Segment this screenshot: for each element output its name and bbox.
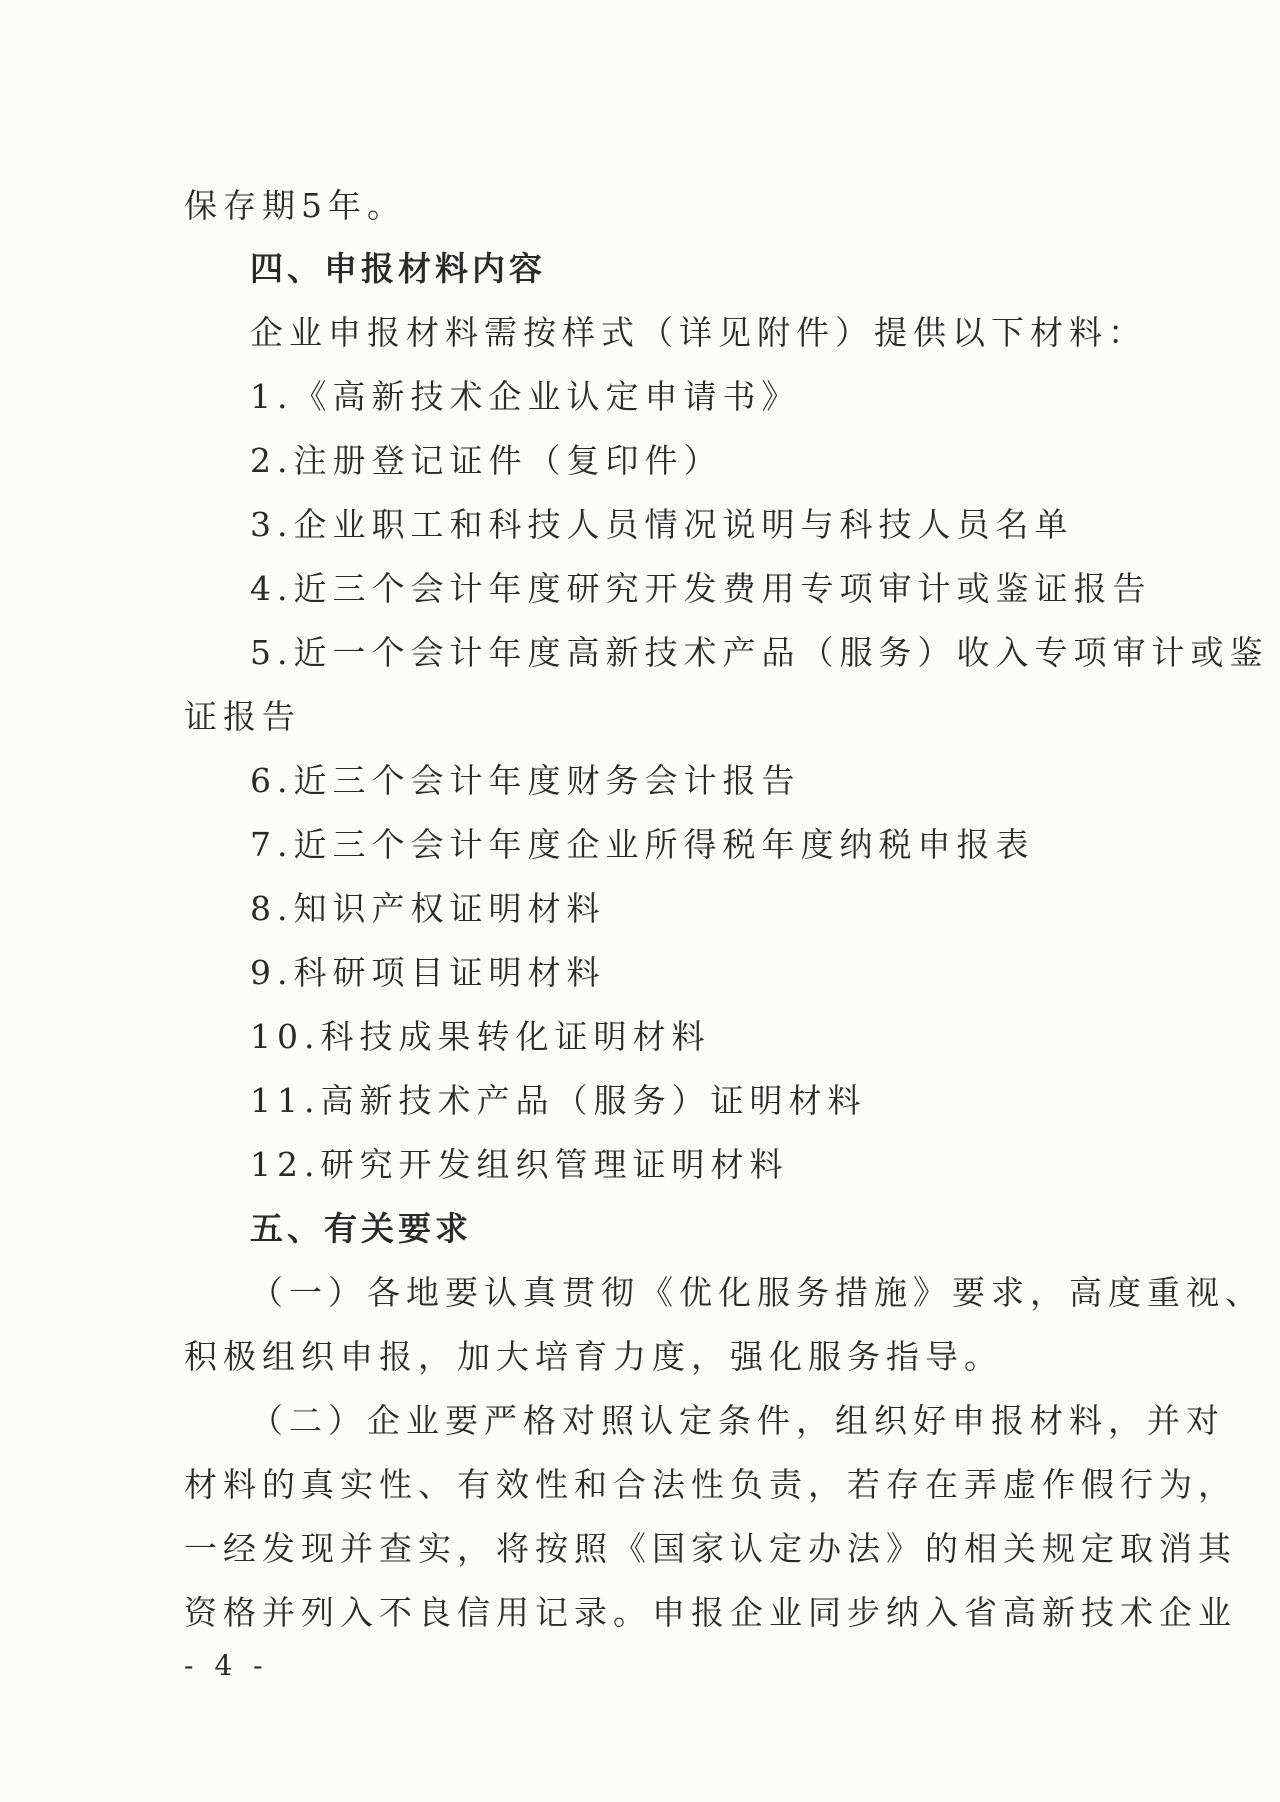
page-number: - 4 -	[184, 1649, 269, 1682]
paragraph-line: 材料的真实性、有效性和合法性负责，若存在弄虚作假行为，	[184, 1465, 1237, 1504]
list-item-continuation: 证报告	[184, 697, 301, 736]
paragraph-line: 一经发现并查实，将按照《国家认定办法》的相关规定取消其	[184, 1529, 1237, 1568]
list-item: 2.注册登记证件（复印件）	[250, 441, 723, 480]
paragraph-line: 积极组织申报，加大培育力度，强化服务指导。	[184, 1337, 1003, 1376]
section-heading-5: 五、有关要求	[250, 1209, 472, 1248]
list-item: 10.科技成果转化证明材料	[250, 1017, 711, 1056]
list-item: 3.企业职工和科技人员情况说明与科技人员名单	[250, 505, 1074, 544]
list-item: 11.高新技术产品（服务）证明材料	[250, 1081, 867, 1120]
list-item: 6.近三个会计年度财务会计报告	[250, 761, 801, 800]
list-item: 8.知识产权证明材料	[250, 889, 606, 928]
list-item: 5.近一个会计年度高新技术产品（服务）收入专项审计或鉴	[250, 633, 1269, 672]
text-line: 保存期5年。	[184, 186, 406, 225]
list-item: 4.近三个会计年度研究开发费用专项审计或鉴证报告	[250, 569, 1152, 608]
list-item: 12.研究开发组织管理证明材料	[250, 1145, 789, 1184]
paragraph-line: 资格并列入不良信用记录。申报企业同步纳入省高新技术企业	[184, 1593, 1237, 1632]
section-heading-4: 四、申报材料内容	[250, 249, 546, 288]
list-item: 9.科研项目证明材料	[250, 953, 606, 992]
text-line: 企业申报材料需按样式（详见附件）提供以下材料：	[250, 313, 1147, 352]
list-item: 7.近三个会计年度企业所得税年度纳税申报表	[250, 825, 1035, 864]
paragraph-line: （一）各地要认真贯彻《优化服务措施》要求，高度重视、	[250, 1273, 1264, 1312]
paragraph-line: （二）企业要严格对照认定条件，组织好申报材料，并对	[250, 1401, 1225, 1440]
list-item: 1.《高新技术企业认定申请书》	[250, 377, 801, 416]
